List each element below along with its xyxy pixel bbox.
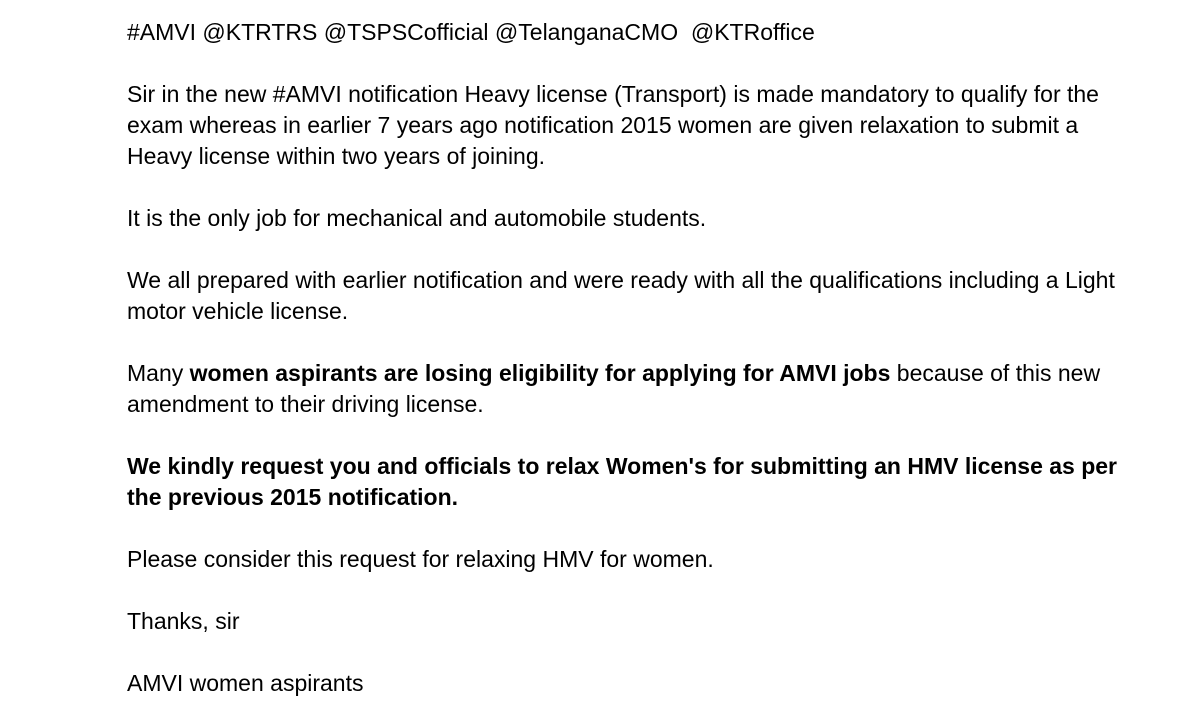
paragraph-consider: Please consider this request for relaxing HMV for women. [127,546,714,572]
paragraph-prepared: We all prepared with earlier notification and were ready with all the qualifications including a Light motor vehicle license. [127,267,1115,324]
eligibility-lead-text: Many [127,360,190,386]
letter-body [127,17,1137,699]
hashtag-mentions-line: #AMVI @KTRTRS @TSPSCofficial @TelanganaCMO @KTRoffice [127,19,815,45]
signature-line: AMVI women aspirants [127,670,364,696]
eligibility-tail-text: because of this new amendment to their driving license. [127,360,1101,417]
request-bold-text: We kindly request you and officials to relax Women's for submitting an HMV license as per the previous 2015 notification. [127,453,1118,510]
closing-line: Thanks, sir [127,608,240,634]
paragraph-eligibility [127,358,1137,420]
paragraph-notification-change: Sir in the new #AMVI notification Heavy license (Transport) is made mandatory to qualify for the exam whereas in earlier 7 years ago notification 2015 women are given relaxation to submit a Heavy license within two years of joining. [127,81,1099,169]
paragraph-only-job: It is the only job for mechanical and automobile students. [127,205,707,231]
paragraph-request [127,451,1137,513]
eligibility-bold-text: women aspirants are losing eligibility for applying for AMVI jobs [189,360,891,386]
